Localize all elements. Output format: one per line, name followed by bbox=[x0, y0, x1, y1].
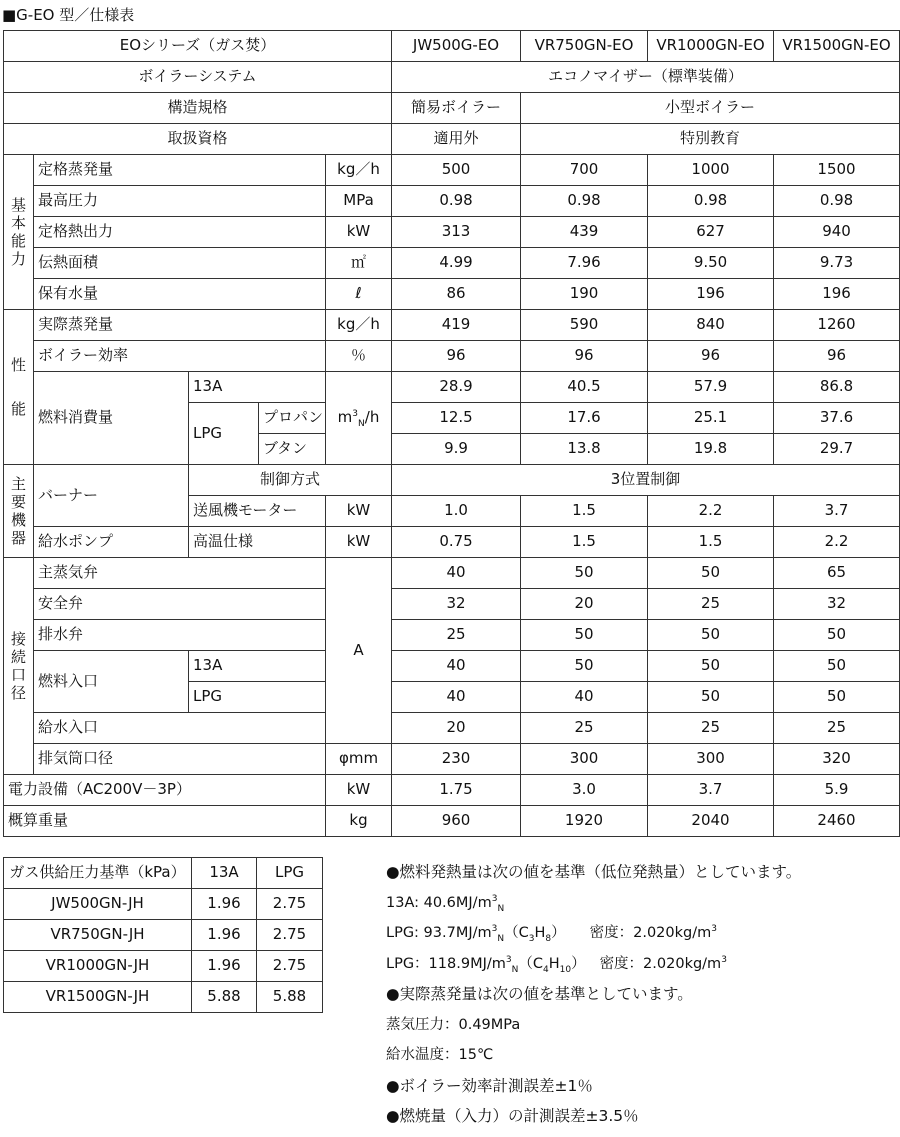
cell: 9.9 bbox=[392, 434, 521, 465]
sub-label: 制御方式 bbox=[189, 465, 392, 496]
cell: 適用外 bbox=[392, 124, 521, 155]
cell: 50 bbox=[521, 558, 648, 589]
cell: 50 bbox=[648, 651, 774, 682]
row-label: 安全弁 bbox=[34, 589, 326, 620]
cell: 5.88 bbox=[192, 982, 257, 1013]
cell: 40 bbox=[392, 651, 521, 682]
cell: 50 bbox=[774, 682, 900, 713]
table-row bbox=[4, 775, 900, 806]
table-row bbox=[4, 341, 900, 372]
spec-table bbox=[3, 30, 900, 837]
cell: 28.9 bbox=[392, 372, 521, 403]
unit-cell: ℓ bbox=[326, 279, 392, 310]
cell: 50 bbox=[774, 620, 900, 651]
row-label: 伝熱面積 bbox=[34, 248, 326, 279]
cell: 20 bbox=[521, 589, 648, 620]
cell: 2.2 bbox=[774, 527, 900, 558]
cell: 簡易ボイラー bbox=[392, 93, 521, 124]
cell: 3.7 bbox=[774, 496, 900, 527]
cell: 1.96 bbox=[192, 889, 257, 920]
cell: 3.7 bbox=[648, 775, 774, 806]
sub-label: LPG bbox=[189, 403, 259, 465]
cell: 50 bbox=[648, 558, 774, 589]
cell: 840 bbox=[648, 310, 774, 341]
cell: 96 bbox=[648, 341, 774, 372]
cell: 32 bbox=[392, 589, 521, 620]
unit-cell: kg bbox=[326, 806, 392, 837]
table-row bbox=[4, 858, 323, 889]
row-label: 概算重量 bbox=[4, 806, 326, 837]
table-row bbox=[4, 713, 900, 744]
cell: 2040 bbox=[648, 806, 774, 837]
cell: 230 bbox=[392, 744, 521, 775]
note-water-temp: 給水温度：15℃ bbox=[386, 1047, 494, 1063]
sub-label: 13A bbox=[189, 651, 326, 682]
cell: 1.0 bbox=[392, 496, 521, 527]
cell: 25 bbox=[521, 713, 648, 744]
cell: 196 bbox=[774, 279, 900, 310]
sub-label: 13A bbox=[189, 372, 326, 403]
row-label: 保有水量 bbox=[34, 279, 326, 310]
section-basic: 基 本 能 力 bbox=[4, 155, 34, 310]
model-header: VR750GN-EO bbox=[521, 31, 648, 62]
table-row bbox=[4, 920, 323, 951]
cell: 9.73 bbox=[774, 248, 900, 279]
row-label: 主蒸気弁 bbox=[34, 558, 326, 589]
notes bbox=[386, 862, 896, 1137]
model-header: JW500G-EO bbox=[392, 31, 521, 62]
row-label: 実際蒸発量 bbox=[34, 310, 326, 341]
cell: 1.96 bbox=[192, 951, 257, 982]
cell: 96 bbox=[521, 341, 648, 372]
table-row bbox=[4, 155, 900, 186]
section-conn: 接 続 口 径 bbox=[4, 558, 34, 775]
row-label: 電力設備（AC200V－3P） bbox=[4, 775, 326, 806]
cell: 313 bbox=[392, 217, 521, 248]
row-label: 排水弁 bbox=[34, 620, 326, 651]
cell: 19.8 bbox=[648, 434, 774, 465]
cell: 37.6 bbox=[774, 403, 900, 434]
row-label: 燃料消費量 bbox=[34, 372, 189, 465]
cell: 0.98 bbox=[521, 186, 648, 217]
cell: 196 bbox=[648, 279, 774, 310]
cell: 1920 bbox=[521, 806, 648, 837]
cell: 1.5 bbox=[521, 496, 648, 527]
table-row bbox=[4, 589, 900, 620]
note-steam-pressure: 蒸気圧力：0.49MPa bbox=[386, 1016, 521, 1033]
cell: 特別教育 bbox=[521, 124, 900, 155]
sub-label: LPG bbox=[189, 682, 326, 713]
cell: 17.6 bbox=[521, 403, 648, 434]
cell: 96 bbox=[392, 341, 521, 372]
model-cell: VR1500GN-JH bbox=[4, 982, 192, 1013]
cell: 20 bbox=[392, 713, 521, 744]
cell: 940 bbox=[774, 217, 900, 248]
unit-cell: ㎡ bbox=[326, 248, 392, 279]
cell: 0.98 bbox=[774, 186, 900, 217]
table-row bbox=[4, 279, 900, 310]
cell: 7.96 bbox=[521, 248, 648, 279]
cell: 2.75 bbox=[257, 889, 323, 920]
cell: 65 bbox=[774, 558, 900, 589]
unit-cell: A bbox=[326, 558, 392, 744]
row-label: 燃料入口 bbox=[34, 651, 189, 713]
cell: 2.75 bbox=[257, 920, 323, 951]
cell: 3位置制御 bbox=[392, 465, 900, 496]
col-header: LPG bbox=[257, 858, 323, 889]
cell: 1.75 bbox=[392, 775, 521, 806]
cell: 2460 bbox=[774, 806, 900, 837]
unit-cell: kW bbox=[326, 775, 392, 806]
table-row bbox=[4, 310, 900, 341]
row-label: 給水ポンプ bbox=[34, 527, 189, 558]
row-label: ボイラーシステム bbox=[4, 62, 392, 93]
cell: 5.9 bbox=[774, 775, 900, 806]
note-lpg-propane: LPG: $93.7MJ/m^3_N(C_3H_8)$ 密度：$2.020kg/m^3$ bbox=[386, 924, 717, 944]
table-row bbox=[4, 620, 900, 651]
section-main: 主 要 機 器 bbox=[4, 465, 34, 558]
cell: 50 bbox=[774, 651, 900, 682]
row-label: 最高圧力 bbox=[34, 186, 326, 217]
note-fuel-heat: ●燃料発熱量は次の値を基準（低位発熱量）としています。 bbox=[386, 863, 802, 881]
cell: 439 bbox=[521, 217, 648, 248]
table-row bbox=[4, 806, 900, 837]
cell: 13.8 bbox=[521, 434, 648, 465]
cell: 300 bbox=[648, 744, 774, 775]
cell: 32 bbox=[774, 589, 900, 620]
section-perf: 性 能 bbox=[4, 310, 34, 465]
cell: 40 bbox=[392, 558, 521, 589]
cell: 1260 bbox=[774, 310, 900, 341]
cell: 0.98 bbox=[648, 186, 774, 217]
cell: 25.1 bbox=[648, 403, 774, 434]
sub-label: プロパン bbox=[259, 403, 326, 434]
cell: 500 bbox=[392, 155, 521, 186]
table-row bbox=[4, 372, 900, 403]
sub-label: 高温仕様 bbox=[189, 527, 326, 558]
table-row bbox=[4, 93, 900, 124]
table-row bbox=[4, 558, 900, 589]
note-13a: 13A: $40.6MJ/m^3_N$ bbox=[386, 893, 505, 914]
cell: 627 bbox=[648, 217, 774, 248]
table-row bbox=[4, 124, 900, 155]
pressure-header: ガス供給圧力基準（kPa） bbox=[4, 858, 192, 889]
table-row bbox=[4, 951, 323, 982]
row-label: 排気筒口径 bbox=[34, 744, 326, 775]
table-row bbox=[4, 744, 900, 775]
unit-cell: $m^3_N/h$ bbox=[326, 372, 392, 465]
table-row bbox=[4, 889, 323, 920]
unit-cell: ％ bbox=[326, 341, 392, 372]
cell: 12.5 bbox=[392, 403, 521, 434]
cell: 1500 bbox=[774, 155, 900, 186]
unit-cell: kg／h bbox=[326, 310, 392, 341]
cell: 1000 bbox=[648, 155, 774, 186]
cell: 86 bbox=[392, 279, 521, 310]
row-label: 給水入口 bbox=[34, 713, 326, 744]
table-row bbox=[4, 186, 900, 217]
cell: 0.75 bbox=[392, 527, 521, 558]
cell: 1.5 bbox=[521, 527, 648, 558]
cell: 1.96 bbox=[192, 920, 257, 951]
cell: 29.7 bbox=[774, 434, 900, 465]
cell: 57.9 bbox=[648, 372, 774, 403]
unit-cell: MPa bbox=[326, 186, 392, 217]
model-header: VR1500GN-EO bbox=[774, 31, 900, 62]
table-row bbox=[4, 465, 900, 496]
cell: 50 bbox=[648, 620, 774, 651]
row-label: バーナー bbox=[34, 465, 189, 527]
cell: 25 bbox=[648, 589, 774, 620]
cell: 40 bbox=[392, 682, 521, 713]
table-row bbox=[4, 62, 900, 93]
cell: 50 bbox=[648, 682, 774, 713]
unit-cell: kW bbox=[326, 217, 392, 248]
unit-cell: kg／h bbox=[326, 155, 392, 186]
cell: 50 bbox=[521, 651, 648, 682]
cell: 2.75 bbox=[257, 951, 323, 982]
table-row bbox=[4, 982, 323, 1013]
row-label: ボイラー効率 bbox=[34, 341, 326, 372]
row-label: 構造規格 bbox=[4, 93, 392, 124]
cell: 小型ボイラー bbox=[521, 93, 900, 124]
note-lpg-butane: LPG：$118.9MJ/m^3_N(C_4H_{10})$ 密度：$2.020kg/m^3$ bbox=[386, 954, 727, 975]
cell: 700 bbox=[521, 155, 648, 186]
row-label: 定格熱出力 bbox=[34, 217, 326, 248]
cell: 190 bbox=[521, 279, 648, 310]
cell: 25 bbox=[392, 620, 521, 651]
sub-label: ブタン bbox=[259, 434, 326, 465]
model-cell: JW500GN-JH bbox=[4, 889, 192, 920]
page-title: ■G-EO 型／仕様表 bbox=[2, 6, 135, 24]
cell: 3.0 bbox=[521, 775, 648, 806]
unit-cell: φmm bbox=[326, 744, 392, 775]
cell: 419 bbox=[392, 310, 521, 341]
table-row bbox=[4, 651, 900, 682]
cell: 40.5 bbox=[521, 372, 648, 403]
series-header: EOシリーズ（ガス焚） bbox=[4, 31, 392, 62]
cell: 1.5 bbox=[648, 527, 774, 558]
cell: 0.98 bbox=[392, 186, 521, 217]
cell: 25 bbox=[774, 713, 900, 744]
row-label: 定格蒸発量 bbox=[34, 155, 326, 186]
model-header: VR1000GN-EO bbox=[648, 31, 774, 62]
cell: 590 bbox=[521, 310, 648, 341]
cell: 86.8 bbox=[774, 372, 900, 403]
model-cell: VR750GN-JH bbox=[4, 920, 192, 951]
unit-cell: kW bbox=[326, 496, 392, 527]
gas-pressure-table bbox=[3, 857, 323, 1013]
sub-label: 送風機モーター bbox=[189, 496, 326, 527]
table-row bbox=[4, 527, 900, 558]
table-row bbox=[4, 248, 900, 279]
cell: 5.88 bbox=[257, 982, 323, 1013]
cell: 2.2 bbox=[648, 496, 774, 527]
table-row bbox=[4, 31, 900, 62]
cell: 300 bbox=[521, 744, 648, 775]
cell: 4.99 bbox=[392, 248, 521, 279]
note-combustion-error: ●燃焼量（入力）の計測誤差±3.5％ bbox=[386, 1107, 639, 1125]
row-label: 取扱資格 bbox=[4, 124, 392, 155]
cell: 40 bbox=[521, 682, 648, 713]
cell: 50 bbox=[521, 620, 648, 651]
cell: エコノマイザー（標準装備） bbox=[392, 62, 900, 93]
table-row bbox=[4, 217, 900, 248]
note-evaporation: ●実際蒸発量は次の値を基準としています。 bbox=[386, 985, 693, 1003]
cell: 96 bbox=[774, 341, 900, 372]
col-header: 13A bbox=[192, 858, 257, 889]
cell: 9.50 bbox=[648, 248, 774, 279]
cell: 320 bbox=[774, 744, 900, 775]
cell: 25 bbox=[648, 713, 774, 744]
unit-cell: kW bbox=[326, 527, 392, 558]
cell: 960 bbox=[392, 806, 521, 837]
note-efficiency-error: ●ボイラー効率計測誤差±1％ bbox=[386, 1076, 593, 1095]
model-cell: VR1000GN-JH bbox=[4, 951, 192, 982]
